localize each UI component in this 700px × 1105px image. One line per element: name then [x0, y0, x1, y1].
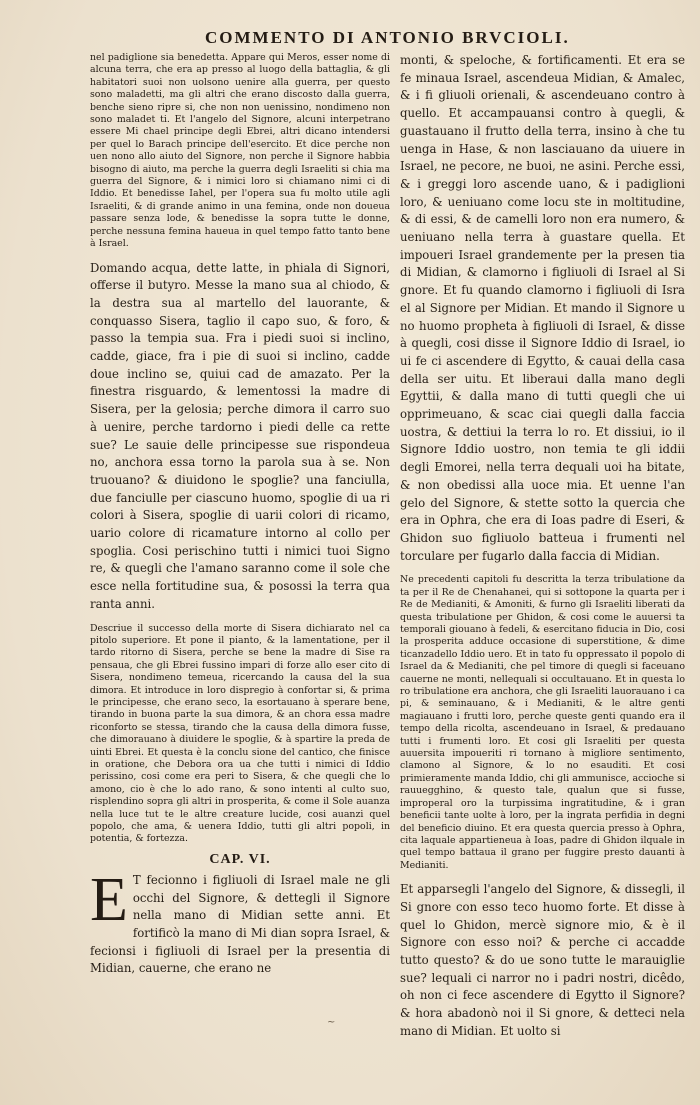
scripture-paragraph-1: Domando acqua, dette latte, in phiala di Signori, offerse il butyro. Messe la mano sua al chiodo, & la destra sua al martello del lauorante, & conquasso Sisera, taglio il capo suo, & foro, & passo la tempia sua. Fra i piedi suoi si inclino, cadde, giace, fra i pie di suoi si inclino, cadde doue inclino se, quiui cad de amazato. Per la finestra risguardo, & lementossi la madre di Sisera, per la gelosia; perche dimora il carro suo à uenire, perche tardorno i piedi delle ca rette sue? Le sauie delle principesse sue rispondeua no, anchora essa torno la parola sua à se. Non truouano? & diuidono le spoglie? una fanciulla, due fanciulle per ciascuno huomo, spoglie di ua ri colori à Sisera, spoglie di uarii colori di ricamo, uario colore di ricamature intorno al collo per spoglia. Cosi perischino tutti i nimici tuoi Signo re, & quegli che l'amano saranno come il sole che esce nella fortitudine sua, & posossi la terra qua ranta anni. [90, 260, 390, 611]
running-header: COMMENTO DI ANTONIO BRVCIOLI. [205, 28, 570, 47]
scripture-paragraph-3: Et apparsegli l'angelo del Signore, & dissegli, il Si gnore con esso teco huomo forte. Et disse à quel lo Ghidon, mercè signore mio, & è il Signore con esso noi? & perche ci accadde tutto questo? & do ue sono tutte le marauiglie sue? lequali ci narror no i padri nostri, dicêdo, oh non ci fece ascendere di Egytto il Signore? & hora abadonò noi il Si gnore, & detteci nela mano di Midian. Et uolto si [400, 882, 685, 1038]
chapter-opening-text: T fecionno i figliuoli di Israel male ne gli occhi del Signore, & dettegli il Signore nella mano di Midian sette anni. Et fortificò la mano di Mi dian sopra Israel, & fecionsi i figliuoli di Israel per la presentia di Midian, cauerne, che erano ne [90, 872, 390, 976]
right-column [400, 52, 685, 1040]
commentary-paragraph-2: Descriue il successo della morte di Sisera dichiarato nel ca pitolo superiore. Et pone il pianto, & la lamentatione, per il tardo ritorno di Sisera, perche se bene la madre di Sise ra pensaua, che gli Ebrei fussino impari di forze allo eser cito di Sisera, nondimeno temeua, ricercando la causa del la sua dimora. Et introduce in loro dispregio à confortar si, & prima le principesse, che erano seco, la esortauano à sperare bene, tirando in buona parte la sua dimora, & an chora essa madre riconforto se stessa, tirando che la causa della dimora fusse, che dimorauano à diuidere le spoglie, & à spartire la preda de uinti Ebrei. Et questa è la conclu sione del cantico, che finisce in oratione, che Debora ora ua che tutti i nimici di Iddio perissino, cosi come era peri to Sisera, & che quegli che lo amono, cio è che lo ado rano, & sono intenti al culto suo, risplendino sopra gli altri in prosperita, & come il Sole auanza nella luce tut te le altre creature lucide, cosi auanzi quel popolo, che ama, & uenera Iddio, tutti gli altri popoli, in potentia, & fortezza. [90, 622, 390, 845]
chapter-heading: CAP. VI. [209, 851, 271, 867]
chapter-opening-paragraph [90, 865, 390, 978]
page-bottom-mark: ~ [327, 1017, 336, 1028]
commentary-paragraph-1: nel padiglione sia benedetta. Appare qui Meros, esser nome di alcuna terra, che era ap presso al luogo della battaglia, & gli habitatori suoi non uolsono uenire alla guerra, per questo sono maladetti, ma gli altri che erano discosto dalla guerra, benche sieno ripre si, che non non uenissino, nondimeno non sono maladet ti. Et l'angelo del Signore, alcuni interpetrano essere Mi chael principe degli Ebrei, altri dicano intendersi per quel lo Barach principe dell'esercito. Et dice perche non uen nono allo aiuto del Signore, non perche il Signore habbia bisogno di aiuto, ma perche la guerra degli Israeliti si chia ma guerra del Signore, & i nimici loro si chiamano nimi ci di Iddio. Et benedisse Iahel, per l'opera sua fu molto utile agli Israeliti, & di grande animo in una femina, onde non doueua passare senza lode, & benedisse la sopra tutte le donne, perche nessuna femina haueua in quel tempo fatto tanto bene à Israel. [90, 52, 390, 250]
drop-cap-initial: E [90, 865, 128, 934]
left-column [90, 52, 390, 978]
scripture-paragraph-2: monti, & speloche, & fortificamenti. Et era se fe minaua Israel, ascendeua Midian, & Amalec, & i fi gliuoli orienali, & ascendeuano contro à quello. Et accampauansi contro à quegli, & guastauano il frutto della terra, insino à che tu uenga in Hase, & non lasciauano da uiuere in Israel, ne pecore, ne buoi, ne asini. Perche essi, & i greggi loro ascende uano, & i padiglioni loro, & ueniuano come locu ste in moltitudine, & di essi, & de camelli loro non era numero, & ueniuano nella terra à guastare quella. Et impoueri Israel grandemente per la presen tia di Midian, & clamorno i figliuoli di Israel al Si gnore. Et fu quando clamorno i figliuoli di Isra el al Signore per Midian. Et mando il Signore u no huomo propheta à figliuoli di Israel, & disse à quegli, cosi disse il Signore Iddio di Israel, io ui fe ci ascendere di Egytto, & cauai della casa della ser uitu. Et liberaui dalla mano degli Egyttii, & dalla mano di tutti quegli che ui opprimeuano, & scac ciai quegli dalla faccia uostra, & dettiui la terra lo ro. Et dissiui, io il Signore Iddio uostro, non temia te gli iddii degli Emorei, nella terra dequali uoi ha bitate, & non obedissi alla uoce mia. Et uenne l'an gelo del Signore, & stette sotto la quercia che era in Ophra, che era di Ioas padre di Eseri, & Ghidon suo figliuolo batteua i frumenti nel torculare per fugarlo dalla faccia di Midian. [400, 53, 685, 563]
commentary-paragraph-3: Ne precedenti capitoli fu descritta la terza tribulatione da ta per il Re de Chenahanei, qui si sottopone la quarta per i Re de Medianiti, & Amoniti, & furno gli Israeliti liberati da questa tribulatione per Ghidon, & cosi come le auuersi ta temporali giouano à fedeli, & esercitano fiducia in Dio, cosi la prosperita adduce occasione di superstitione, & dime ticanzadello Iddio uero. Et in tato fu oppressato il popolo di Israel da & Medianiti, che pel timore di quegli si faceuano cauerne ne monti, nellequali si occultauano. Et in questa lo ro tribulatione era anchora, che gli Israeliti lauorauano i ca pi, & seminauano, & i Medianiti, & le altre genti magiauano i frutti loro, perche queste genti quando era il tempo della ricolta, ascendeuano in Israel, & predauano tutti i frumenti loro. Et cosi gli Israeliti per questa auuersita impoueriti ri tornano à migliore sentimento, clamono al Signore, & lo no esauditi. Et cosi primieramente manda Iddio, chi gli ammunisce, accioche si rauuegghino, & questo tale, qualun que si fusse, improperal oro la turpissima ingratitudine, & i gran beneficii tante uolte à loro, per la ingrata perfidia in degni del beneficio diuino. Et era questa quercia presso à Ophra, cita laquale appartieneua à Ioas, padre di Ghidon ilquale in quel tempo battaua il grano per fuggire presto dauanti à Medianiti. [400, 574, 685, 871]
